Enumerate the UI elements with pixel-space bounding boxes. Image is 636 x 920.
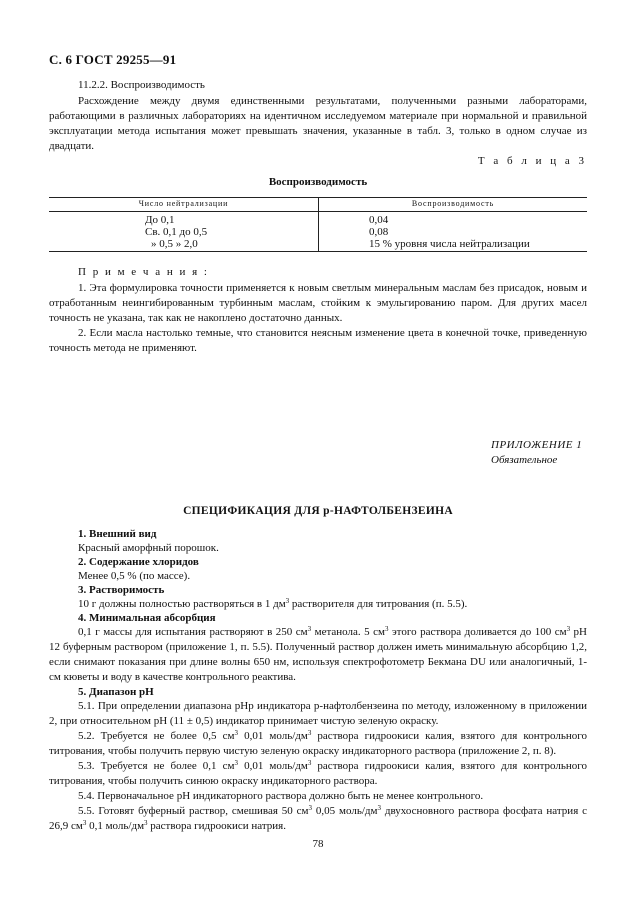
spec-paragraph: 5.1. При определении диапазона рНр индикатора p-нафтолбензеина по методу, изложенному в приложении 2, при относительном рН (11 ± 0,5) индикатор принимает чистую зеленую окраску. [49,700,587,727]
table-cell: 15 % уровня числа нейтрализации [369,238,530,250]
table-column-values [369,214,530,250]
page-header: С. 6 ГОСТ 29255—91 [49,52,177,67]
table-cell: До 0,1 [145,214,175,226]
notes-title: П р и м е ч а н и я : [78,266,209,278]
spec-text: Красный аморфный порошок. [78,542,219,554]
specification-title: СПЕЦИФИКАЦИЯ ДЛЯ p-НАФТОЛБЕНЗЕИНА [183,505,453,517]
table-title: Воспроизводимость [268,176,368,188]
spec-paragraph: 5.4. Первоначальное рН индикаторного раствора должно быть не менее контрольного. [78,790,484,802]
spec-paragraph: 5.2. Требуется не более 0,5 $см^3$ 0,01 моль/$дм^3$ раствора гидроокиси калия, взятого для контрольного титрования, чтобы получить первую чистую зеленую окраску индикаторного раствора (приложение 2, п. 8). [49,729,588,757]
reproducibility-table [49,197,587,252]
spec-heading: 3. Растворимость [78,584,165,596]
spec-paragraph: 5.3. Требуется не более 0,1 $см^3$ 0,01 моль/$дм^3$ раствора гидроокиси калия, взятого для контрольного титрования, чтобы получить синюю окраску индикаторного раствора. [49,759,588,787]
spec-heading: 4. Минимальная абсорбция [78,612,216,624]
spec-paragraph: 0,1 г массы для испытания растворяют в 250 $см^3$ метанола. 5 $см^3$ этого раствора доливается до 100 $см^3$ рН 12 буферным раствором (приложение 1, п. 5.5). Полученный раствор должен иметь минимальную абсорбцию 1,2, если снимают показания при длине волны 650 нм, используя спектрофотометр Бекмана DU или аналогичный, 1-см кюветы и воду в качестве контрольного реактива. [49,625,587,683]
table-cell: » 0,5 » 2,0 [151,238,198,250]
note-item: 1. Эта формулировка точности применяется к новым светлым минеральным маслам без присадок, новым и отработанным неингибированным турбинным маслам, стойким к эмульгированию паром. Для других масел точность не указана, так как не накоплено достаточно данных. [49,282,587,324]
note-item: 2. Если масла настолько темные, что становится неясным изменение цвета в конечной точке, приведенную точность метода не применяют. [49,327,587,354]
table-number: Т а б л и ц а 3 [477,155,587,167]
table-column-ranges [145,214,207,250]
spec-text: Менее 0,5 % (по массе). [78,570,191,582]
table-header-neutralization: Число нейтрализации [138,199,229,208]
table-header-reproducibility: Воспроизводимость [411,199,495,208]
spec-paragraph: 5.5. Готовят буферный раствор, смешивая 50 $см^3$ 0,05 моль/$дм^3$ двухосновного раствора фосфата натрия с 26,9 $см^3$ 0,1 моль/$дм^3$ раствора гидроокиси натрия. [49,804,588,832]
spec-heading: 1. Внешний вид [78,528,157,540]
section-title: 11.2.2. Воспроизводимость [78,79,205,91]
appendix-label: ПРИЛОЖЕНИЕ 1 [491,439,583,451]
section-paragraph: Расхождение между двумя единственными результатами, полученными разными лабораторами, работающими в различных лабораториях на идентичном исследуемом материале при нормальной и правильной эксплуатации метода испытания может превышать значения, указанные в табл. 3, только в одном случае из двадцати. [49,95,587,152]
appendix-status: Обязательное [491,454,558,466]
spec-text: 10 г должны полностью растворяться в 1 $дм^3$ растворителя для титрования (п. 5.5). [78,597,468,610]
page-number: 78 [312,838,324,850]
table-cell: Св. 0,1 до 0,5 [145,226,208,238]
table-cell: 0,04 [369,214,389,226]
table-cell: 0,08 [369,226,389,238]
spec-heading: 2. Содержание хлоридов [78,556,199,568]
spec-heading: 5. Диапазон рН [78,686,154,698]
